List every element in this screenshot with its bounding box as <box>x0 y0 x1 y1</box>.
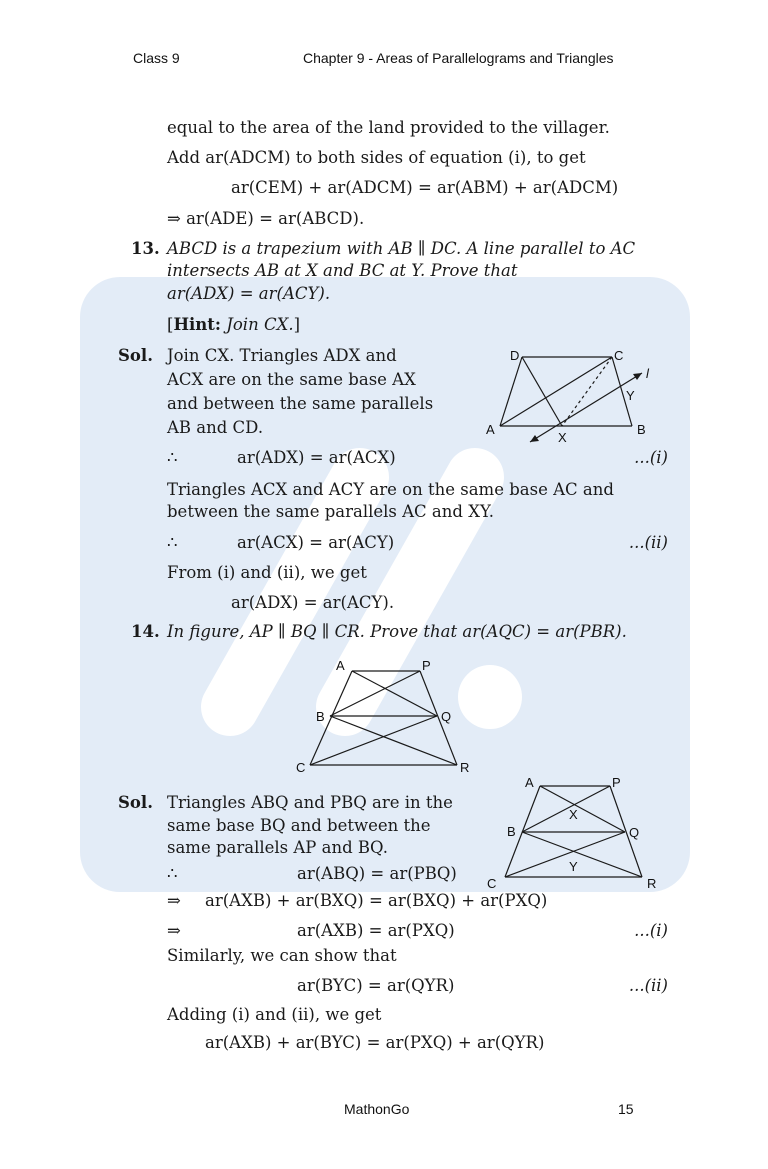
text-line: equal to the area of the land provided to the villager. <box>167 118 610 137</box>
footer-brand: MathonGo <box>344 1101 410 1117</box>
label-p: P <box>422 658 431 673</box>
solution-text: same parallels AP and BQ. <box>167 838 389 857</box>
equation: ar(ABQ) = ar(PBQ) <box>297 864 457 883</box>
label-c: C <box>296 760 306 775</box>
therefore-symbol: ∴ <box>167 533 178 552</box>
label-y: Y <box>569 859 578 874</box>
text-line: Add ar(ADCM) to both sides of equation (i), to get <box>167 148 586 167</box>
solution-label: Sol. <box>118 346 153 365</box>
question-text: ar(ADX) = ar(ACY). <box>167 284 331 303</box>
label-x: X <box>569 807 578 822</box>
solution-text: Similarly, we can show that <box>167 946 397 965</box>
label-a: A <box>486 422 495 437</box>
label-d: D <box>510 348 520 363</box>
solution-text: between the same parallels AC and XY. <box>167 502 494 521</box>
therefore-symbol: ∴ <box>167 448 178 467</box>
label-b: B <box>316 709 325 724</box>
equation-ref: ...(i) <box>634 921 668 940</box>
solution-text: and between the same parallels <box>167 394 434 413</box>
chapter-title: Chapter 9 - Areas of Parallelograms and Triangles <box>303 50 614 66</box>
equation: ⇒ ar(ADE) = ar(ABCD). <box>167 209 365 228</box>
question-text: In figure, AP ∥ BQ ∥ CR. Prove that ar(AQC) = ar(PBR). <box>167 622 627 641</box>
label-r: R <box>647 876 657 891</box>
label-l: l <box>646 366 649 381</box>
label-a: A <box>336 658 345 673</box>
solution-text: From (i) and (ii), we get <box>167 563 367 582</box>
equation-ref: ...(i) <box>634 448 668 467</box>
implies-symbol: ⇒ <box>167 921 181 940</box>
parallel-lines-figure-xy <box>485 773 665 895</box>
label-q: Q <box>441 709 452 724</box>
label-b: B <box>507 824 516 839</box>
equation: ar(AXB) + ar(BYC) = ar(PXQ) + ar(QYR) <box>205 1033 545 1052</box>
equation: ar(BYC) = ar(QYR) <box>297 976 455 995</box>
question-number: 13. <box>131 239 160 258</box>
solution-text: Triangles ACX and ACY are on the same base AC and <box>167 480 614 499</box>
label-x: X <box>558 430 567 445</box>
equation: ar(ADX) = ar(ACY). <box>231 593 395 612</box>
equation: ar(ACX) = ar(ACY) <box>237 533 395 552</box>
question-text: ABCD is a trapezium with AB ∥ DC. A line parallel to AC <box>167 239 636 258</box>
solution-text: ACX are on the same base AX <box>167 370 416 389</box>
label-y: Y <box>626 388 635 403</box>
solution-text: Join CX. Triangles ADX and <box>167 346 397 365</box>
therefore-symbol: ∴ <box>167 864 178 883</box>
equation-ref: ...(ii) <box>628 976 668 995</box>
hint: [Hint: Join CX.] <box>167 315 301 334</box>
label-b: B <box>637 422 646 437</box>
equation-ref: ...(ii) <box>628 533 668 552</box>
label-c: C <box>487 876 497 891</box>
label-q: Q <box>629 825 640 840</box>
parallel-lines-figure <box>290 655 480 780</box>
page-number: 15 <box>618 1101 634 1117</box>
implies-symbol: ⇒ <box>167 891 181 910</box>
trapezium-figure <box>480 345 660 455</box>
solution-text: same base BQ and between the <box>167 816 431 835</box>
solution-text: Triangles ABQ and PBQ are in the <box>167 793 453 812</box>
equation: ar(CEM) + ar(ADCM) = ar(ABM) + ar(ADCM) <box>231 178 619 197</box>
equation: ar(AXB) + ar(BXQ) = ar(BXQ) + ar(PXQ) <box>205 891 548 910</box>
solution-text: AB and CD. <box>167 418 264 437</box>
label-p: P <box>612 775 621 790</box>
equation: ar(ADX) = ar(ACX) <box>237 448 396 467</box>
label-a: A <box>525 775 534 790</box>
class-label: Class 9 <box>133 50 180 66</box>
label-c: C <box>614 348 624 363</box>
solution-label: Sol. <box>118 793 153 812</box>
question-text: intersects AB at X and BC at Y. Prove that <box>167 261 518 280</box>
solution-text: Adding (i) and (ii), we get <box>167 1005 382 1024</box>
question-number: 14. <box>131 622 160 641</box>
label-r: R <box>460 760 470 775</box>
equation: ar(AXB) = ar(PXQ) <box>297 921 455 940</box>
